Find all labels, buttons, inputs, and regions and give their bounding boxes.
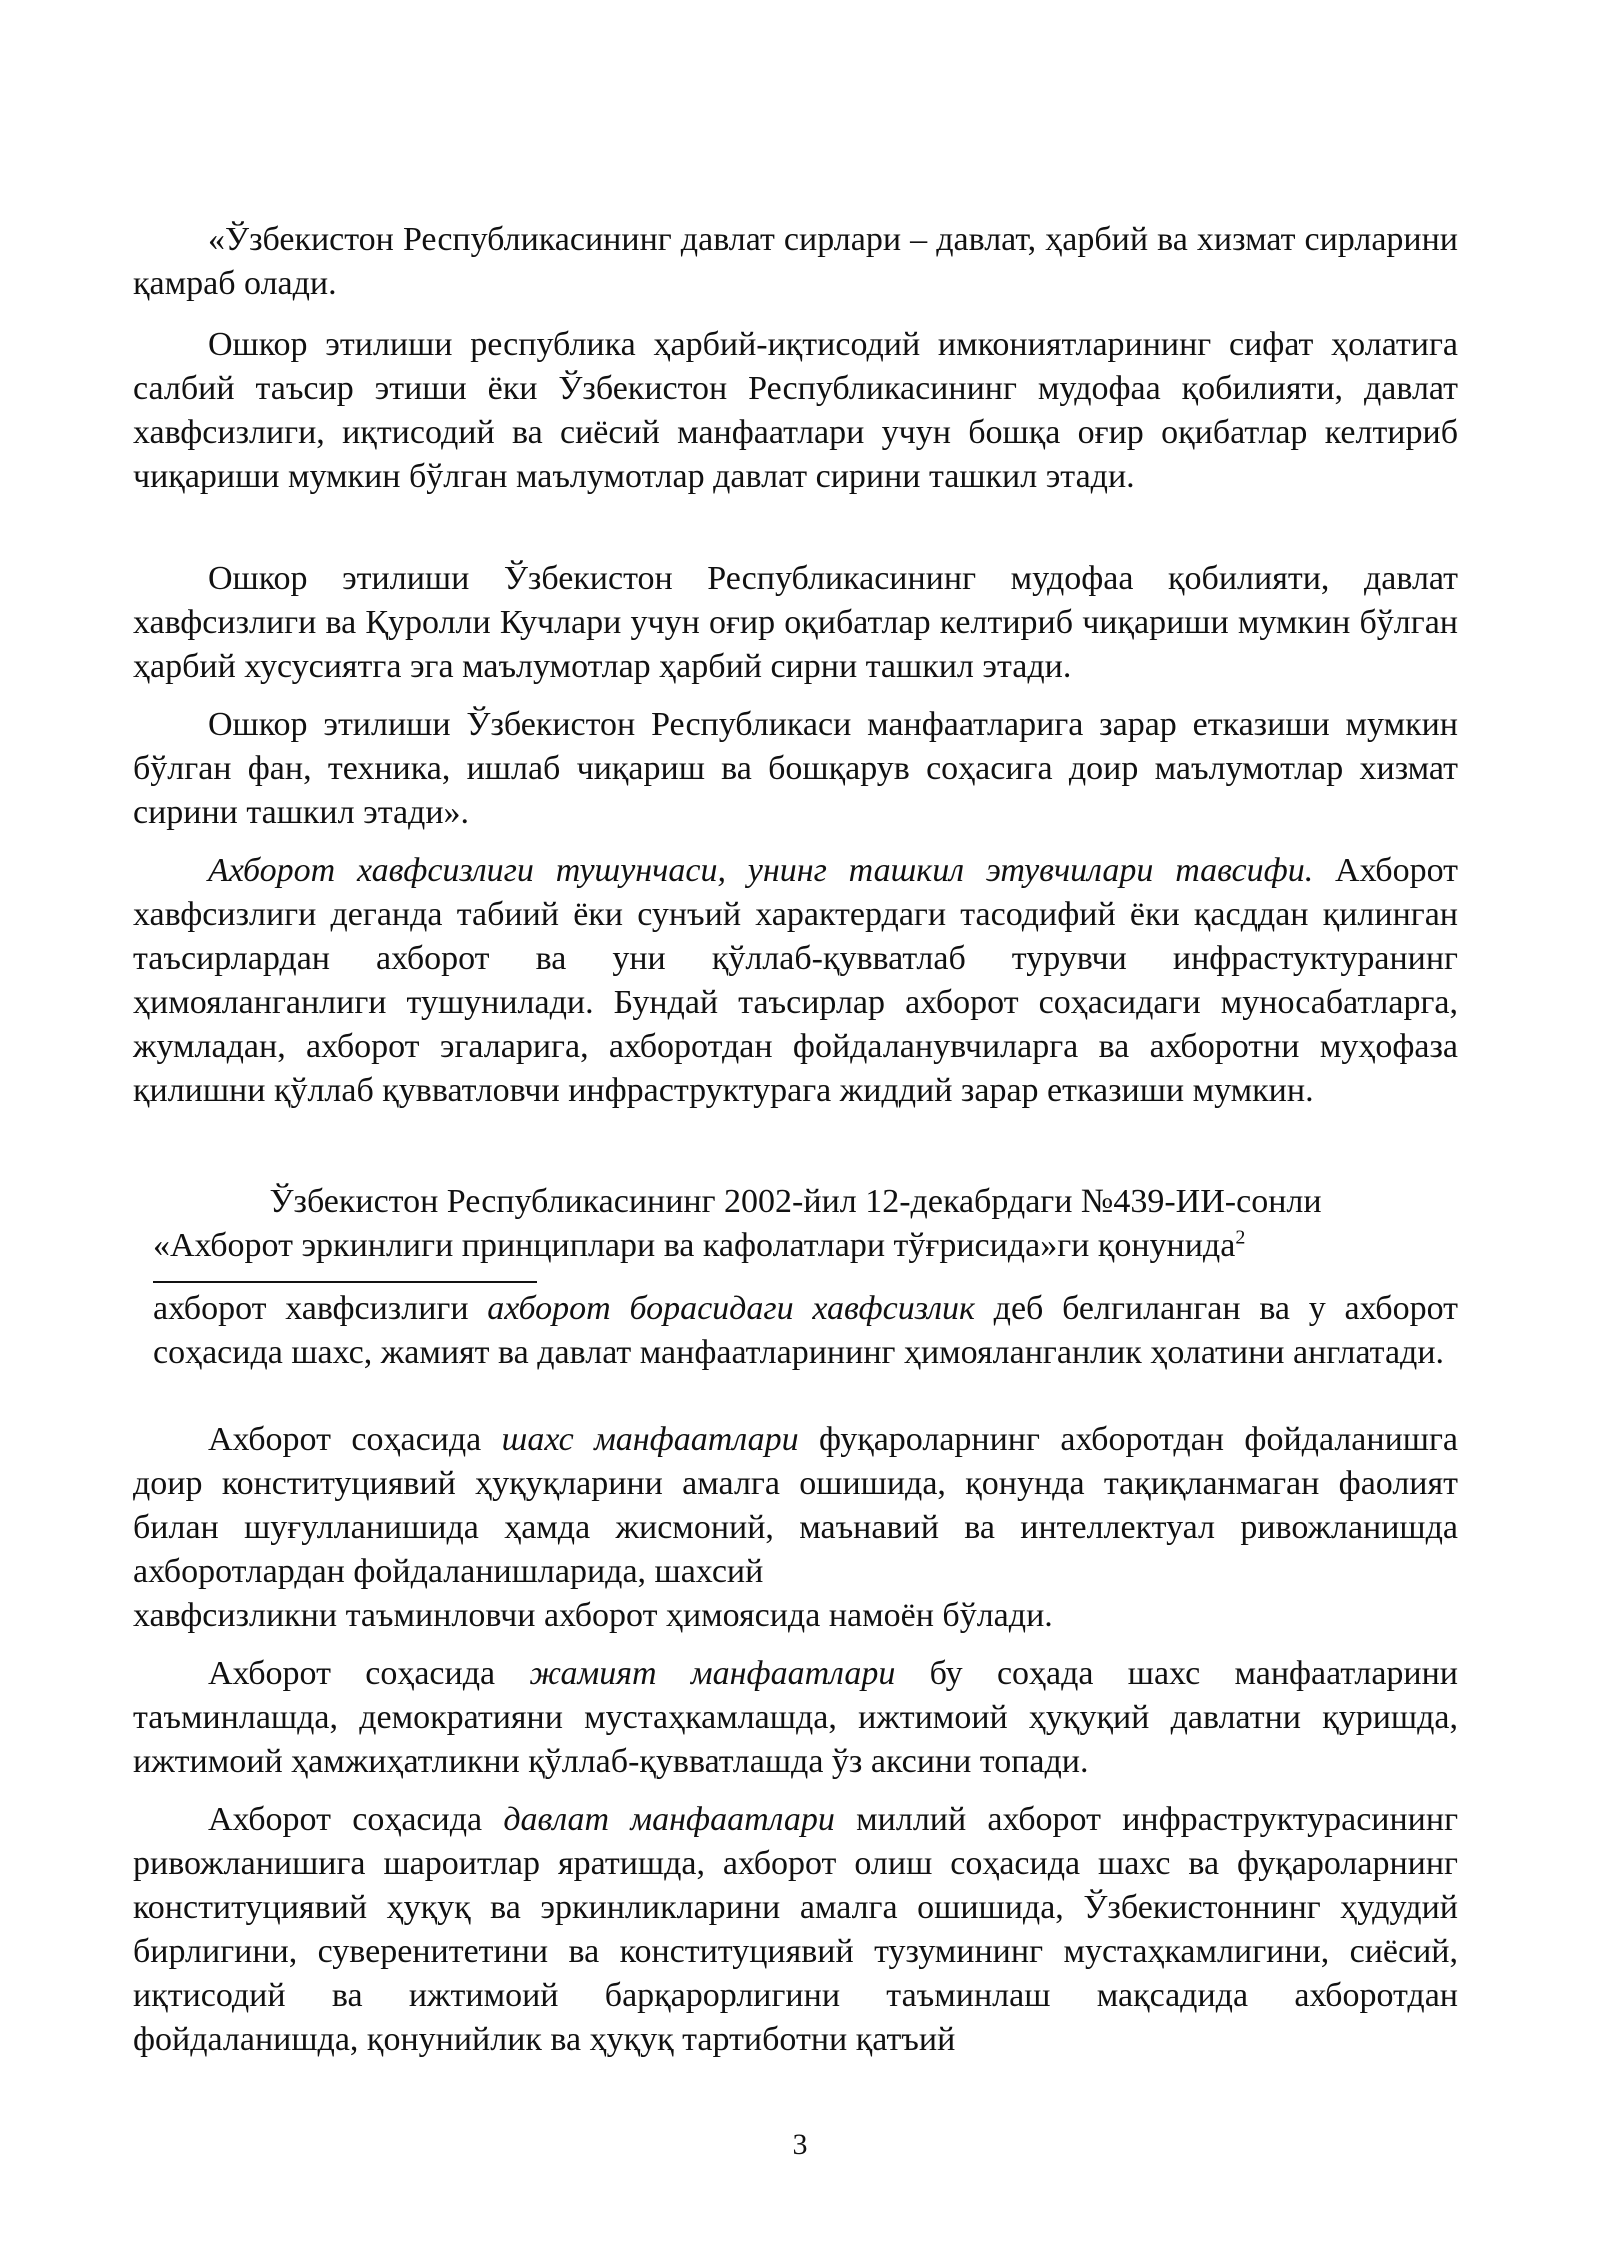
paragraph-6-italic: ахборот борасидаги хавфсизлик: [487, 1290, 975, 1327]
paragraph-4: Ошкор этилиши Ўзбекистон Республикаси манфаатларига зарар етказиши мумкин бўлган фан, техника, ишлаб чиқариш ва бошқарув соҳасига доир маълумотлар хизмат сирини ташкил этади».: [133, 706, 1458, 831]
paragraph-society-interests: [133, 1652, 1458, 1784]
paragraph-3: Ошкор этилиши Ўзбекистон Республикасининг мудофаа қобилияти, давлат хавфсизлиги ва Қуролли Кучлари учун оғир оқибатлар келтириб чиқариши мумкин бўлган ҳарбий хусусиятга эга маълумотлар ҳарбий сирни ташкил этади.: [133, 560, 1458, 685]
paragraph-7-last-line: хавфсизликни таъминловчи ахборот ҳимоясида намоён бўлади.: [133, 1597, 1053, 1634]
paragraph-8-part-b: бу соҳада шахс манфаатларини таъминлашда, демократияни мустаҳкамлашда, ижтимоий ҳуқуқий давлатни қуришда, ижтимоий ҳамжиҳатликни қўллаб-қувватлашда ўз аксини топади.: [133, 1655, 1459, 1780]
paragraph-7-part-a: Ахборот соҳасида: [208, 1421, 502, 1458]
section-heading-italic: Ахборот хавфсизлиги тушунчаси, унинг ташкил этувчилари тавсифи.: [208, 852, 1314, 889]
paragraph-9-part-b: миллий ахборот инфраструктурасининг ривожланишига шароитлар яратишда, ахборот олиш соҳасида шахс ва фуқароларнинг конституциявий ҳуқуқ ва эркинликларини амалга ошишида, Ўзбекистоннинг ҳудудий бирлигини, суверенитетини ва конституциявий тузумининг мустаҳкамлигини, сиёсий, иқтисодий ва ижтимоий барқарорлигини таъминлаш мақсадида ахборотдан фойдаланишда, қонунийлик ва ҳуқуқ тартиботни қатъий: [133, 1801, 1459, 2058]
paragraph-5: [133, 849, 1458, 1113]
law-title: «Ахборот эркинлиги принциплари ва кафолатлари тўғрисида»ги қонунида: [153, 1227, 1236, 1264]
paragraph-8-italic: жамият манфаатлари: [529, 1655, 896, 1692]
paragraph-7-italic: шахс манфаатлари: [501, 1421, 799, 1458]
paragraph-state-secrets: [133, 218, 1458, 306]
paragraph-info-security-concept: [133, 849, 1458, 1113]
paragraph-1: «Ўзбекистон Республикасининг давлат сирлари – давлат, ҳарбий ва хизмат сирларини қамраб олади.: [133, 221, 1458, 302]
paragraph-8-part-a: Ахборот соҳасида: [208, 1655, 530, 1692]
paragraph-9-italic: давлат манфаатлари: [503, 1801, 835, 1838]
paragraph-military-secret: [133, 557, 1458, 689]
paragraph-state-interests: [133, 1798, 1458, 2062]
paragraph-6-part-a: ахборот хавфсизлиги: [153, 1290, 488, 1327]
paragraph-8: [133, 1652, 1458, 1784]
footnote-marker: 2: [1235, 1226, 1246, 1249]
paragraph-2: Ошкор этилиши республика ҳарбий-иқтисодий имкониятларининг сифат ҳолатига салбий таъсир этиши ёки Ўзбекистон Республикасининг мудофаа қобилияти, давлат хавфсизлиги, иқтисодий ва сиёсий манфаатлари учун бошқа оғир оқибатлар келтириб чиқариши мумкин бўлган маълумотлар давлат сирини ташкил этади.: [133, 326, 1458, 495]
footnote-separator-rule: [153, 1281, 537, 1283]
paragraph-service-secret: [133, 703, 1458, 835]
paragraph-5-body: Ахборот хавфсизлиги деганда табиий ёки сунъий характердаги тасодифий ёки қасддан қилинган таъсирлардан ахборот ва уни қўллаб-қувватлаб турувчи инфрастуктуранинг ҳимояланганлиги тушунилади. Бундай таъсирлар ахборот соҳасидаги муносабатларга, жумладан, ахборот эгаларига, ахборотдан фойдаланувчиларга ва ахборотни муҳофаза қилишни қўллаб қувватловчи инфраструктурага жиддий зарар етказиши мумкин.: [133, 852, 1458, 1109]
paragraph-personal-interests: [133, 1418, 1458, 1638]
paragraph-state-secret-definition: [133, 323, 1458, 499]
law-reference-line-2: [153, 1224, 1458, 1268]
page-number: 3: [792, 2128, 808, 2161]
paragraph-law-definition: [153, 1287, 1458, 1375]
paragraph-6-part-b: деб белгиланган ва у ахборот соҳасида шахс, жамият ва давлат манфаатларининг ҳимояланганлик ҳолатини англатади.: [153, 1290, 1458, 1371]
paragraph-7-part-b: фуқароларнинг ахборотдан фойдаланишга доир конституциявий ҳуқуқларини амалга ошишида, қонунда тақиқланмаган фаолият билан шуғулланишида ҳамда жисмоний, маънавий ва интеллектуал ривожланишда ахборотлардан фойдаланишларида, шахсий: [133, 1421, 1459, 1590]
paragraph-7: [133, 1418, 1458, 1594]
paragraph-9: [133, 1798, 1458, 2062]
law-reference-line-1: Ўзбекистон Республикасининг 2002-йил 12-декабрдаги №439-ИИ-сонли: [269, 1183, 1322, 1220]
paragraph-9-part-a: Ахборот соҳасида: [208, 1801, 504, 1838]
